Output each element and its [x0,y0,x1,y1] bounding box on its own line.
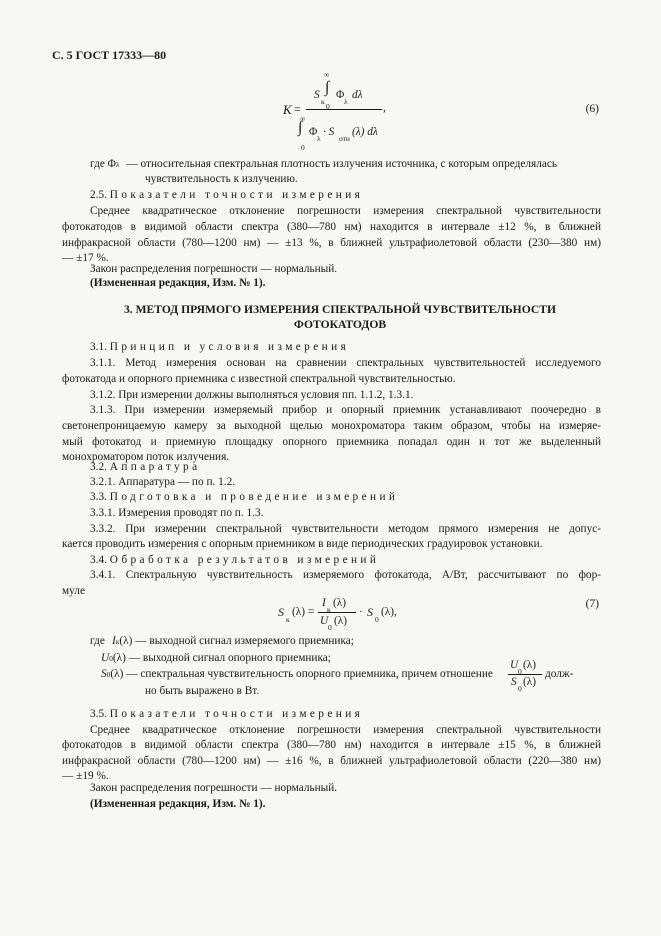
integral-sign-icon: ∫ [325,79,330,96]
document-page: С. 5 ГОСТ 17333—80 K = ∞ S к ∫ 0 Φ λ dλ , ∞ ∫ 0 Φ λ · S отн (λ) dλ (6) где Φλ — относительная спектральная плотность излучения источника, с которым определялась чувствительность к излучению. 2.5. Показатели точности измерения Среднее квадратическое отклонение погрешности измерения спектральной чувствительности фотокатодов в видимой области спектра (380—780 нм) находится в интервале ±12 %, в ближней инфракрасной области (780—1200 нм) — ±13 %, в ближней ультрафиолетовой области (230—380 нм) — ±17 %. Закон распределения погрешности — нормальный. (Измененная редакция, Изм. № 1). 3. МЕТОД ПРЯМОГО ИЗМЕРЕНИЯ СПЕКТРАЛЬНОЙ ЧУВСТВИТЕЛЬНОСТИ ФОТОКАТОДОВ 3.1. Принцип и условия измерения 3.1.1. Метод измерения основан на сравнении спектральных чувствительностей исследуемого фотокатода и опорного приемника с известной спектральной чувствительностью. 3.1.2. При измерении должны выполняться условия пп. 1.1.2, 1.3.1. 3.1.3. При измерении измеряемый прибор и опорный приемник устанавливают поочередно в светонепроницаемую камеру за выходной щелью монохроматора таким образом, чтобы на измеряе- мый фотокатод и приемную площадку опорного приемника попадал один и тот же выделенный монохроматором поток излучения. 3.2. Аппаратура 3.2.1. Аппаратура — по п. 1.2. 3.3. Подготовка и проведение измерений 3.3.1. Измерения проводят по п. 1.3. 3.3.2. При измерении спектральной чувствительности методом прямого измерения не допус- кается проводить измерения с опорным приемником в виде периодических градуировок установки. 3.4. Обработка результатов измерений 3.4.1. Спектральную чувствительность измеряемого фотокатода, А/Вт, рассчитывают по фор- муле S к (λ) = I к (λ) U 0 (λ) · S 0 (λ), (7) где Iк(λ) — выходной сигнал измеряемого приемника; U0(λ) — выходной сигнал опорного приемника; S0(λ) — спектральная чувствительность опорного приемника, причем отношение U 0 (λ) S 0 (λ) долж- но быть выражено в Вт. 3.5. Показатели точности измерения Среднее квадратическое отклонение погрешности измерения спектральной чувствительности фотокатодов в видимой области спектра (380—780 нм) находится в интервале ±15 %, в ближней инфракрасной области (780—1200 нм) — ±16 %, в ближней ультрафиолетовой области (220—380 нм) — ±19 %. Закон распределения погрешности — нормальный. (Измененная редакция, Изм. № 1). [0,0,661,936]
where-7-item: S0(λ) — спектральная чувствительность опорного приемника, причем отношение [101,668,493,680]
section-3-3-1: 3.3.1. Измерения проводят по п. 1.3. [90,507,264,519]
section-3-4-1: 3.4.1. Спектральную чувствительность измеряемого фотокатода, А/Вт, рассчитывают по фор- [90,569,601,581]
section-2-5-law: Закон распределения погрешности — нормальный. [90,263,338,275]
eq6-num-S: S [314,89,320,101]
eq6-num-upper: ∞ [324,70,330,79]
equation-number-7: (7) [585,598,599,610]
page-header: С. 5 ГОСТ 17333—80 [52,48,167,62]
section-3-1-1: 3.1.1. Метод измерения основан на сравнении спектральных чувствительностей исследуемого [90,357,601,369]
section-3-2-heading: 3.2. Аппаратура [90,461,201,473]
section-3-5-heading: 3.5. Показатели точности измерения [90,708,364,720]
section-3-4-heading: 3.4. Обработка результатов измерений [90,554,380,566]
section-3-1-3: 3.1.3. При измерении измеряемый прибор и опорный приемник устанавливают поочередно в [90,404,601,416]
eq7-fraction-bar [318,612,356,613]
section-3-3-2: 3.3.2. При измерении спектральной чувствительности методом прямого измерения не допус- [90,523,601,535]
where-6: где Φλ — относительная спектральная плотность излучения источника, с которым определялась [90,158,558,170]
section-3-1-2: 3.1.2. При измерении должны выполняться условия пп. 1.1.2, 1.3.1. [90,389,414,401]
section-2-5-edit: (Измененная редакция, Изм. № 1). [90,277,266,289]
section-3-2-1: 3.2.1. Аппаратура — по п. 1.2. [90,476,236,488]
section-3-5-law: Закон распределения погрешности — нормальный. [90,782,338,794]
section-2-5-text: Среднее квадратическое отклонение погрешности измерения спектральной чувствительности [90,205,601,217]
section-3-title: 3. МЕТОД ПРЯМОГО ИЗМЕРЕНИЯ СПЕКТРАЛЬНОЙ ЧУВСТВИТЕЛЬНОСТИ ФОТОКАТОДОВ [124,303,556,331]
section-3-5-edit: (Измененная редакция, Изм. № 1). [90,798,266,810]
equation-number-6: (6) [585,103,599,115]
where-7-item: Iк(λ) — выходной сигнал измеряемого приемника; [112,635,354,647]
section-2-5-heading: 2.5. Показатели точности измерения [90,189,364,201]
integral-sign-icon: ∫ [298,119,303,136]
eq6-K: K [283,102,292,117]
eq6-fraction-bar [306,109,382,110]
where-7-item: U0(λ) — выходной сигнал опорного приемника; [101,652,331,664]
section-3-1-heading: 3.1. Принцип и условия измерения [90,341,350,353]
where-7-label: где [90,635,105,647]
section-3-5-text: Среднее квадратическое отклонение погрешности измерения спектральной чувствительности [90,724,601,736]
section-3-3-heading: 3.3. Подготовка и проведение измерений [90,491,399,503]
